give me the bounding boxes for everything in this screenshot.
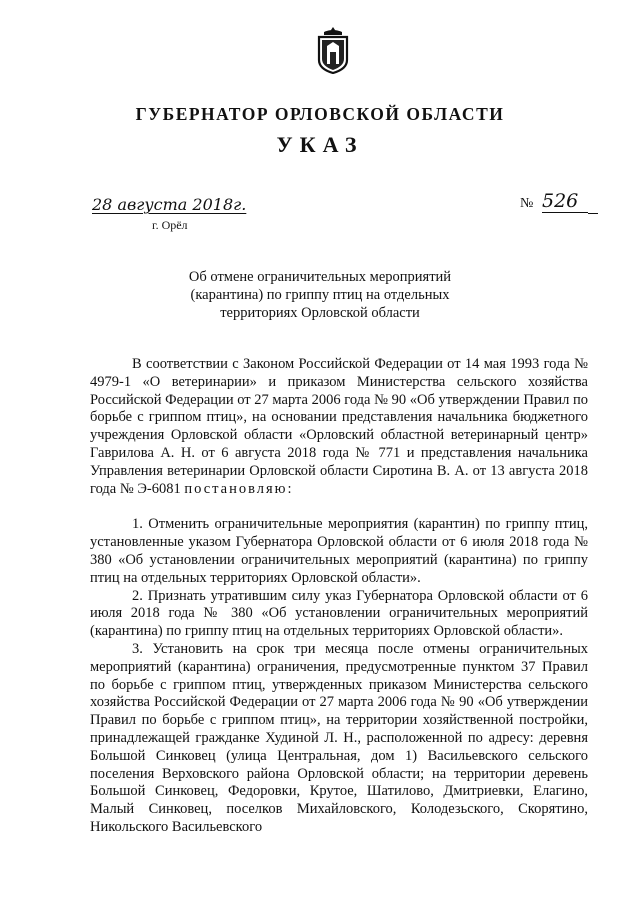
decree-item-1: 1. Отменить ограничительные мероприятия (карантин) по гриппу птиц, установленные указом Губернатора Орловской области от 6 июля 2018 года № 380 «Об установлении ограничительных мероприятий (карантина) по гриппу птиц на отдельных территориях Орловской области». <box>90 516 588 586</box>
subject-line: Об отмене ограничительных мероприятий <box>188 269 452 285</box>
decree-item-3: 3. Установить на срок три месяца после отмены ограничительных мероприятий (карантина) ограничения, предусмотренные пунктом 37 Правил по борьбе с гриппом птиц, утвержденных приказом Министерства сельского хозяйства Российской Федерации от 27 марта 2006 года № 90 «Об утверждении Правил по борьбе с гриппом птиц», на территории хозяйственной постройки, принадлежащей гражданке Худиной Л. Н., расположенной по адресу: деревня Большой Синковец (улица Центральная, дом 1) Васильевского сельского поселения Верховского района Орловской области; на территории деревень Большой Синковец, Федоровки, Крутое, Шатилово, Дмитриевки, Елагино, Малый Синковец, поселков Михайловского, Колодезьского, Скорятино, Никольского Васильевского <box>90 640 588 835</box>
decree-word: постановляю: <box>184 480 294 497</box>
document-date: 28 августа 2018г. <box>92 195 247 214</box>
document-subject <box>0 268 640 322</box>
document-number-label: № <box>520 196 534 211</box>
subject-line: территориях Орловской области <box>220 305 420 321</box>
preamble-text: В соответствии с Законом Российской Федерации от 14 мая 1993 года № 4979-1 «О ветеринарии» и приказом Министерства сельского хозяйства Российской Федерации от 27 марта 2006 года № 90 «Об утверждении Правил по борьбе с гриппом птиц», на основании представления начальника бюджетного учреждения Орловской области «Орловский областной ветеринарный центр» Гаврилова А. Н. от 6 августа 2018 года № 771 и представления начальника Управления ветеринарии Орловской области Сиротина В. А. от 13 августа 2018 года № Э-6081 <box>90 356 588 497</box>
preamble-paragraph <box>90 356 588 498</box>
document-type: УКАЗ <box>276 132 364 157</box>
subject-line: (карантина) по гриппу птиц на отдельных <box>190 287 450 303</box>
header-title: ГУБЕРНАТОР ОРЛОВСКОЙ ОБЛАСТИ <box>135 104 505 124</box>
document-number: 526 <box>542 190 588 213</box>
coat-of-arms-icon <box>316 26 350 74</box>
document-body <box>90 356 588 837</box>
decree-item-2: 2. Признать утратившим силу указ Губернатора Орловской области от 6 июля 2018 года № 380 «Об установлении ограничительных мероприятий (карантина) по гриппу птиц на отдельных территориях Орловской области». <box>90 587 588 640</box>
document-city: г. Орёл <box>152 218 188 232</box>
number-underline <box>588 213 598 214</box>
